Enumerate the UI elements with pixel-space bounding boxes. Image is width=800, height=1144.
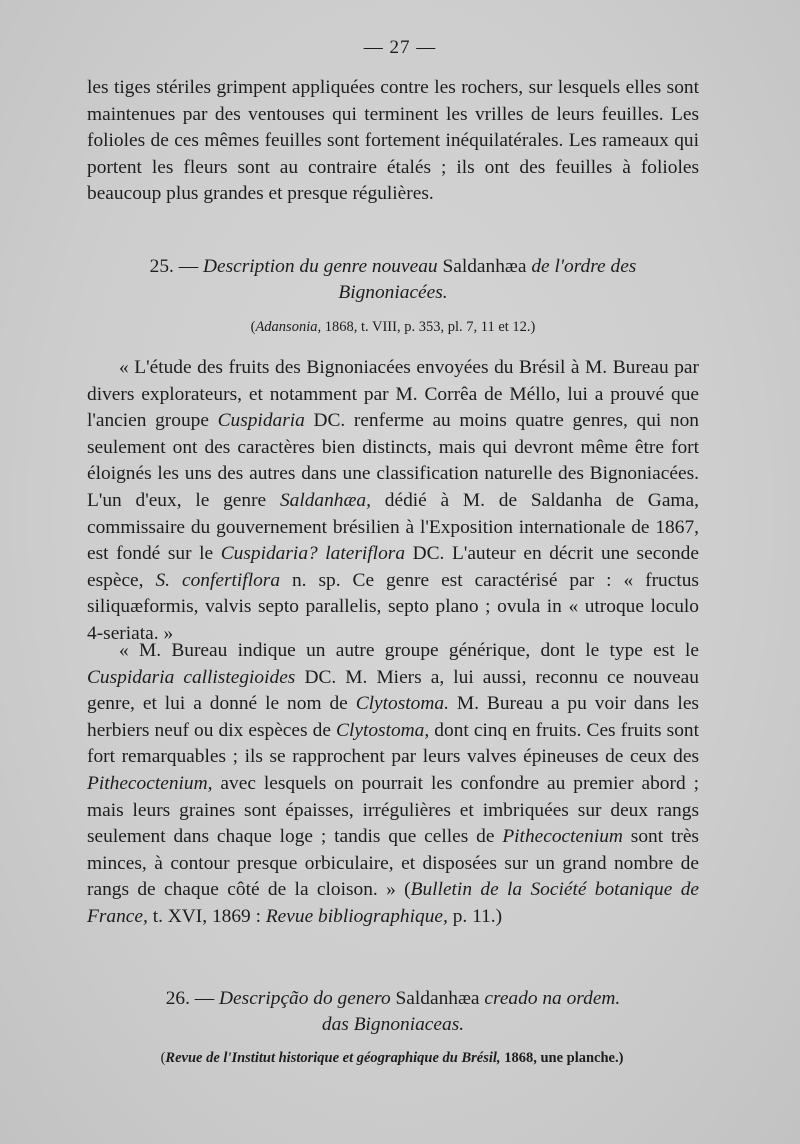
title-part: Bignoniacées.: [338, 282, 448, 303]
text-run: DC. L'auteur en décrit une seconde espèce,: [87, 543, 699, 591]
source-citation: (Adansonia, 1868, t. VIII, p. 353, pl. 7, 11 et 12.): [250, 319, 536, 335]
section-26-heading: [87, 986, 699, 1038]
page-number: — 27 —: [363, 37, 437, 58]
section-title: [87, 986, 699, 1038]
taxon-name: Clytostoma,: [336, 719, 430, 741]
text-run: « L'étude des fruits des Bignoniacées envoyées du Brésil à M. Bureau par divers explorateurs, et notamment par M. Corrêa de Méllo, lui a prouvé que l'ancien groupe: [87, 357, 699, 432]
text-run: dédié à M. de Saldanha de Gama, commissaire du gouvernement brésilien à l'Exposition internationale de 1867, est fondé sur le: [87, 489, 699, 565]
journal-section: Revue bibliographique,: [265, 905, 448, 927]
title-part: das Bignoniaceas.: [321, 1014, 465, 1035]
section-title: [87, 254, 699, 306]
section-26-source: [72, 1048, 712, 1068]
taxon-name: Pithecoctenium: [502, 826, 623, 848]
text-run: sont très minces, à contour presque orbiculaire, et disposées sur un grand nombre de rangs de chaque côté de la cloison. » (: [87, 826, 699, 901]
text-run: M. Bureau a pu voir dans les herbiers neuf ou dix espèces de: [87, 693, 699, 741]
citation-details: 1868, une planche.): [504, 1050, 624, 1066]
section-number: 26. —: [165, 988, 215, 1009]
title-part: Description du genre nouveau: [202, 256, 438, 277]
paren: (: [160, 1050, 166, 1066]
taxon-name: Pithecoctenium,: [87, 772, 213, 794]
taxon-name: Clytostoma.: [355, 693, 449, 715]
taxon-name: S. confertiflora: [155, 569, 281, 591]
section-number: 25. —: [149, 256, 199, 277]
citation-details: 1868, t. VIII, p. 353, pl. 7, 11 et 12.: [324, 319, 531, 335]
section-25-paragraph-2: [87, 638, 699, 931]
text-run: DC. M. Miers a, lui aussi, reconnu ce nouveau genre, et lui a donné le nom de: [87, 666, 699, 715]
journal-name: Bulletin de la Société botanique de France,: [87, 879, 699, 927]
journal-name: Revue de l'Institut historique et géographique du Brésil,: [165, 1050, 501, 1066]
taxon-name: Cuspidaria: [217, 410, 305, 432]
paragraph-text: les tiges stériles grimpent appliquées contre les rochers, sur lesquels elles sont maintenues par des ventouses qui terminent les vrilles de leurs feuilles. Les folioles de ces mêmes feuilles sont fortement inéquilatérales. Les rameaux qui portent les fleurs sont au contraire étalés ; ils ont des feuilles à folioles beaucoup plus grandes et presque régulières.: [87, 77, 699, 205]
text-run: t. XVI, 1869 :: [152, 905, 261, 927]
paragraph-text: [87, 355, 699, 648]
section-25-heading: [87, 254, 699, 306]
source-citation: [72, 1048, 712, 1068]
section-25-paragraph-1: [87, 355, 699, 648]
journal-name: Adansonia,: [255, 319, 322, 335]
genus-name: Saldanhæa: [395, 988, 480, 1009]
title-part: Descripção do genero: [219, 988, 391, 1009]
title-part: de l'ordre des: [531, 256, 637, 277]
text-run: n. sp. Ce genre est caractérisé par : « fructus siliquæformis, valvis septo parallelis, septo plano ; ovula in « utroque loculo 4-seriata. »: [87, 569, 699, 644]
paragraph-text: [87, 638, 699, 931]
taxon-name: Cuspidaria callistegioides: [87, 666, 296, 688]
section-25-source: [87, 317, 699, 337]
taxon-name: Saldanhæa,: [279, 489, 371, 511]
title-part: creado na ordem.: [484, 988, 621, 1009]
text-run: DC. renferme au moins quatre genres, qui non seulement ont des caractères bien distincts, mais qui devront même être fort éloignés les uns des autres dans une classification naturelle des Bignoniacées. L'un d'eux, le genre: [87, 410, 699, 511]
text-run: « M. Bureau indique un autre groupe générique, dont le type est le: [119, 640, 699, 661]
text-run: avec lesquels on pourrait les confondre au premier abord ; mais leurs graines sont épaisses, irrégulières et imbriquées sur deux rangs seulement dans chaque loge ; tandis que celles de: [87, 772, 699, 848]
taxon-name: Cuspidaria? lateriflora: [220, 543, 406, 565]
genus-name: Saldanhæa: [442, 256, 527, 277]
text-run: dont cinq en fruits. Ces fruits sont fort remarquables ; ils se rapprochent par leurs valves épineuses de ceux des: [87, 719, 699, 768]
paragraph-continuation: [87, 75, 699, 208]
text-run: p. 11.): [452, 905, 503, 927]
